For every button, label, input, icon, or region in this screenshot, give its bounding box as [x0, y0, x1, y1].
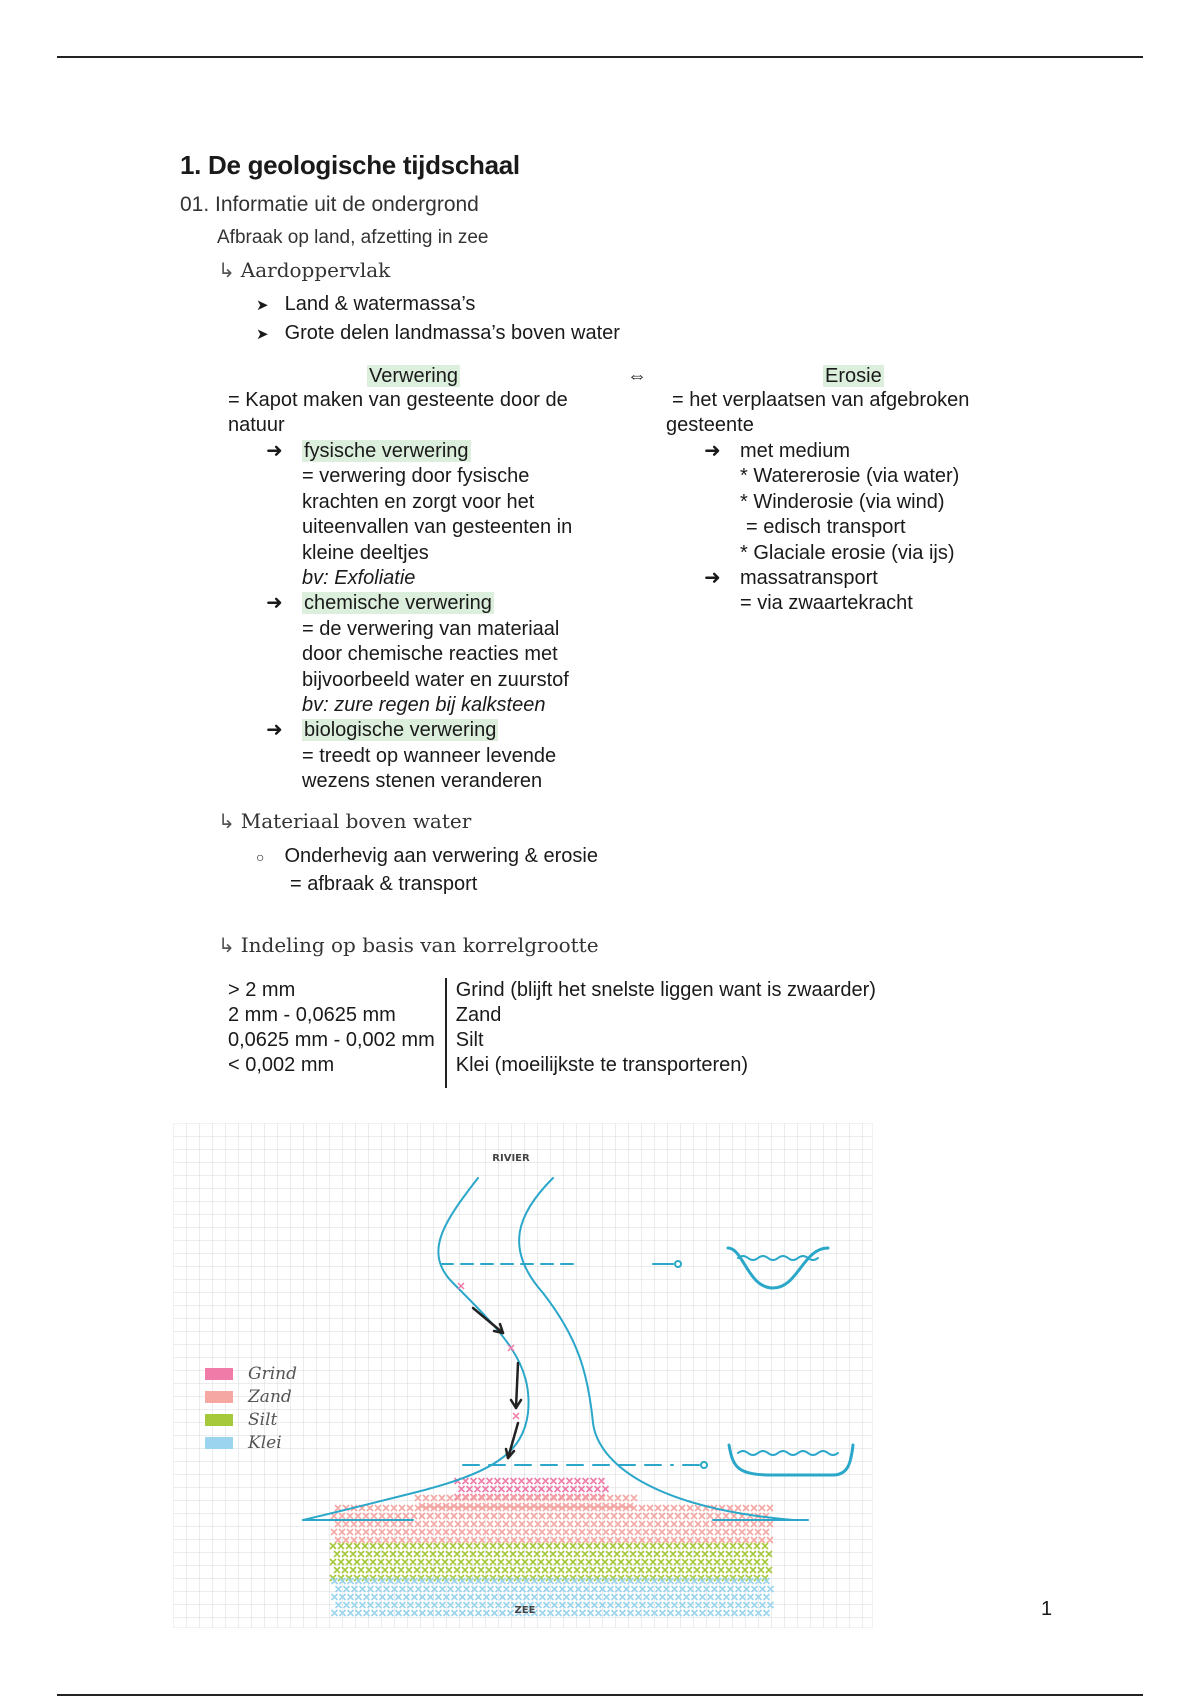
- arrowhead-bullet-icon: ➤: [256, 297, 269, 314]
- circle-bullet-icon: ○: [256, 849, 265, 865]
- legend-label-klei: Klei: [248, 1433, 282, 1453]
- list-item: ➤ Land & watermassa’s: [256, 293, 476, 315]
- label-zee: ZEE: [514, 1605, 536, 1616]
- list-item: ➜ biologische verwering = treedt op wanneer levende wezens stenen veranderen: [266, 719, 557, 793]
- table-row: 0,0625 mm - 0,002 mm Silt: [220, 1028, 886, 1053]
- page-number: 1: [1041, 1598, 1053, 1620]
- legend-swatch-klei: [205, 1437, 233, 1449]
- section-subtitle: Afbraak op land, afzetting in zee: [217, 227, 489, 248]
- arrowhead-bullet-icon: ➤: [256, 326, 269, 343]
- erosie-items: [704, 439, 959, 617]
- double-arrow-icon: ⇔: [627, 365, 647, 387]
- legend-label-zand: Zand: [248, 1387, 292, 1407]
- arrow-bullet-icon: ➜: [266, 440, 283, 462]
- legend-swatch-silt: [205, 1414, 233, 1426]
- materiaal-bullet: ○ Onderhevig aan verwering & erosie: [256, 845, 598, 867]
- hook-arrow-icon: ↳: [218, 809, 235, 833]
- legend-label-grind: Grind: [248, 1364, 297, 1384]
- arrow-bullet-icon: ➜: [704, 440, 721, 462]
- hook-arrow-icon: ↳: [218, 258, 235, 282]
- bullet-list: [256, 292, 620, 347]
- top-rule: [57, 56, 1143, 58]
- arrow-bullet-icon: ➜: [266, 719, 283, 742]
- table-row: > 2 mm Grind (blijft het snelste liggen want is zwaarder): [220, 978, 886, 1003]
- list-item: ➜ chemische verwering = de verwering van materiaal door chemische reacties met bijvoorbeeld water en zuurstof bv: zure regen bij kalksteen: [266, 592, 569, 717]
- verwering-types: [266, 439, 572, 795]
- label-rivier: RIVIER: [492, 1153, 530, 1164]
- erosie-title: Erosie: [825, 365, 882, 387]
- list-item: ➤ Grote delen landmassa’s boven water: [256, 322, 620, 344]
- table-row: 2 mm - 0,0625 mm Zand: [220, 1003, 886, 1028]
- indeling-heading: ↳ Indeling op basis van korrelgrootte: [218, 933, 599, 957]
- grain-size-table: [220, 978, 886, 1088]
- river-delta-sketch: [173, 1123, 873, 1628]
- list-item: ➜ met medium * Watererosie (via water) * Winderosie (via wind) = edisch transport * Glaciale erosie (via ijs): [704, 440, 960, 564]
- legend-swatch-grind: [205, 1368, 233, 1380]
- legend-label-silt: Silt: [248, 1410, 278, 1430]
- materiaal-sub: = afbraak & transport: [290, 873, 478, 895]
- list-item: ➜ fysische verwering = verwering door fysische krachten en zorgt voor het uiteenvallen van gesteenten in kleine deeltjes bv: Exfoliatie: [266, 440, 573, 590]
- materiaal-heading: ↳ Materiaal boven water: [218, 809, 472, 833]
- aardoppervlak-heading: [218, 258, 390, 282]
- legend-swatch-zand: [205, 1391, 233, 1403]
- bottom-rule: [57, 1694, 1143, 1696]
- arrow-bullet-icon: ➜: [704, 567, 721, 590]
- page-title: 1. De geologische tijdschaal: [180, 150, 520, 180]
- section-heading: 01. Informatie uit de ondergrond: [180, 193, 479, 216]
- verwering-definition: = Kapot maken van gesteente door de natuur: [228, 389, 568, 437]
- verwering-title: Verwering: [369, 365, 458, 387]
- aardoppervlak-label: Aardoppervlak: [240, 258, 391, 282]
- hook-arrow-icon: ↳: [218, 933, 235, 957]
- arrow-bullet-icon: ➜: [266, 592, 283, 615]
- erosie-definition: = het verplaatsen van afgebroken gesteente: [666, 389, 970, 437]
- table-row: < 0,002 mm Klei (moeilijkste te transporteren): [220, 1053, 886, 1088]
- list-item: ➜ massatransport = via zwaartekracht: [704, 567, 913, 615]
